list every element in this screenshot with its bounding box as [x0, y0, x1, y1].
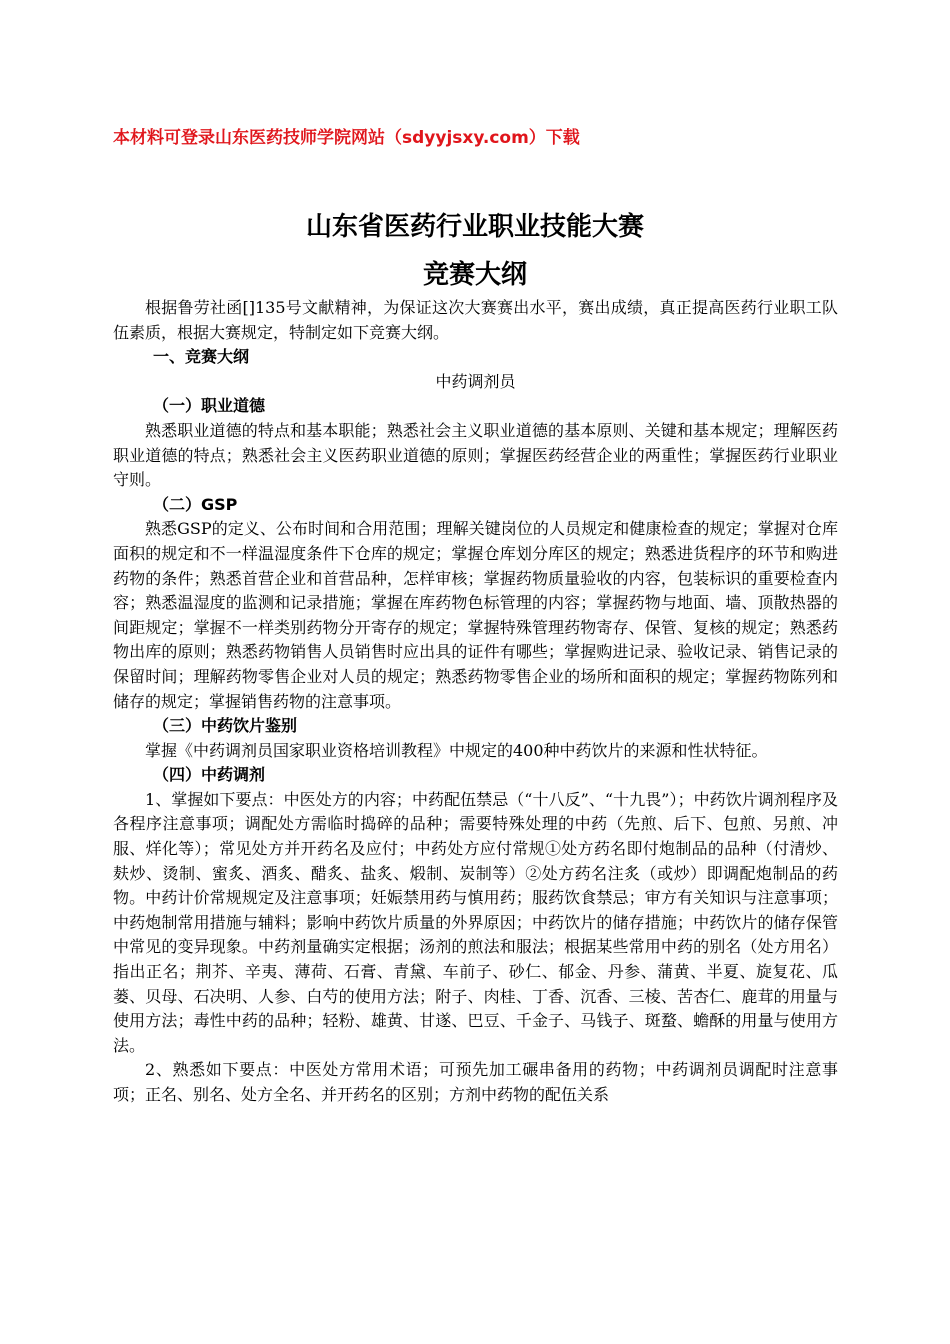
subsection-text-gsp: 熟悉GSP的定义、公布时间和合用范围；理解关键岗位的人员规定和健康检查的规定；掌握对仓库面积的规定和不一样温湿度条件下仓库的规定；掌握仓库划分库区的规定；熟悉进货程序的环节和购进药物的条件；熟悉首营企业和首营品种，怎样审核；掌握药物质量验收的内容，包装标识的重要检查内容；熟悉温湿度的监测和记录措施；掌握在库药物色标管理的内容；掌握药物与地面、墙、顶散热器的间距规定；掌握不一样类别药物分开寄存的规定；掌握特殊管理药物寄存、保管、复核的规定；熟悉药物出库的原则；熟悉药物销售人员销售时应出具的证件有哪些；掌握购进记录、验收记录、销售记录的保留时间；理解药物零售企业对人员的规定；熟悉药物零售企业的场所和面积的规定；掌握药物陈列和储存的规定；掌握销售药物的注意事项。	[113, 519, 838, 711]
role-title: 中药调剂员	[435, 371, 516, 391]
section-heading-1: 一、竞赛大纲	[153, 347, 250, 367]
download-notice: 本材料可登录山东医药技师学院网站（sdyyjsxy.com）下载	[113, 128, 580, 148]
document-body	[113, 296, 838, 1108]
subsection-heading-gsp: （二）GSP	[153, 494, 238, 514]
subsection-text-dispensing-2: 2、熟悉如下要点：中医处方常用术语；可预先加工碾串备用的药物；中药调剂员调配时注意事项；正名、别名、处方全名、并开药名的区别；方剂中药物的配伍关系	[113, 1060, 838, 1104]
subsection-heading-ethics: （一）职业道德	[153, 396, 266, 416]
subsection-heading-identification: （三）中药饮片鉴别	[153, 716, 298, 736]
subsection-text-dispensing-1: 1、掌握如下要点：中医处方的内容；中药配伍禁忌（“十八反”、“十九畏”）；中药饮片调剂程序及各程序注意事项；调配处方需临时捣碎的品种；需要特殊处理的中药（先煎、后下、包煎、另煎、冲服、烊化等）；常见处方并开药名及应付；中药处方应付常规①处方药名即付炮制品的品种（付清炒、麸炒、烫制、蜜炙、酒炙、醋炙、盐炙、煅制、炭制等）②处方药名注炙（或炒）即调配炮制品的药物。中药计价常规规定及注意事项；妊娠禁用药与慎用药；服药饮食禁忌；审方有关知识与注意事项；中药炮制常用措施与辅料；影响中药饮片质量的外界原因；中药饮片的储存措施；中药饮片的储存保管中常见的变异现象。中药剂量确实定根据；汤剂的煎法和服法；根据某些常用中药的别名（处方用名）指出正名；荆芥、辛夷、薄荷、石膏、青黛、车前子、砂仁、郁金、丹参、蒲黄、半夏、旋复花、瓜蒌、贝母、石决明、人参、白芍的使用方法；附子、肉桂、丁香、沉香、三棱、苦杏仁、鹿茸的用量与使用方法；毒性中药的品种；轻粉、雄黄、甘遂、巴豆、千金子、马钱子、斑蝥、蟾酥的用量与使用方法。	[113, 789, 838, 1055]
subsection-heading-dispensing: （四）中药调剂	[153, 765, 266, 785]
document-subtitle: 竞赛大纲	[422, 260, 527, 290]
document-title: 山东省医药行业职业技能大赛	[305, 212, 644, 242]
subsection-text-identification: 掌握《中药调剂员国家职业资格培训教程》中规定的400种中药饮片的来源和性状特征。	[145, 740, 768, 760]
intro-paragraph: 根据鲁劳社函[]135号文献精神，为保证这次大赛赛出水平，赛出成绩，真正提高医药行业职工队伍素质，根据大赛规定，特制定如下竞赛大纲。	[113, 298, 838, 342]
subsection-text-ethics: 熟悉职业道德的特点和基本职能；熟悉社会主义职业道德的基本原则、关键和基本规定；理解医药职业道德的特点；熟悉社会主义医药职业道德的原则；掌握医药经营企业的两重性；掌握医药行业职业守则。	[113, 420, 838, 490]
